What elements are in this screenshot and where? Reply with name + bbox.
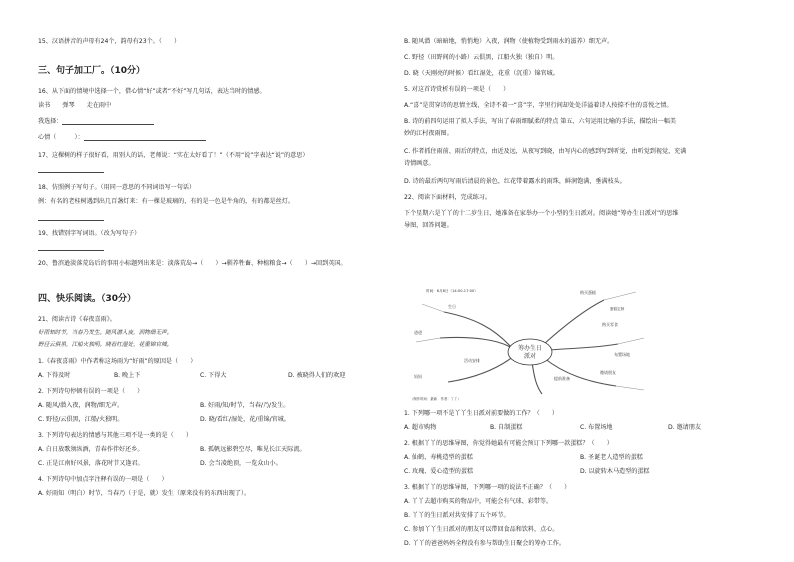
mind-map-leaf bbox=[618, 338, 644, 344]
question-19: 19、找错别字写词语。（改为写句子） bbox=[38, 230, 141, 237]
mind-map-branch bbox=[440, 337, 512, 348]
answer-line-19 bbox=[38, 244, 104, 251]
question-16-options: 读书 弹琴 走在雨中 bbox=[38, 102, 112, 109]
question-21-4-option-a[interactable]: A. 好雨知（明白）时节，当春乃（于是，就）发生（原来没有的东西出现了）。 bbox=[38, 490, 251, 497]
mind-map-plan: 活动安排 bbox=[464, 358, 480, 363]
option-b[interactable]: B. 晚上下 bbox=[114, 372, 141, 379]
mind-map-prep: 提前准备 bbox=[554, 376, 570, 381]
option-d[interactable]: D. 以旋转木马造型的蛋糕 bbox=[580, 468, 650, 475]
question-21-4: 4. 下列诗句中加点字注释有误的一项是（ ） bbox=[38, 476, 168, 483]
option-d[interactable]: D. 邀请朋友 bbox=[668, 424, 701, 431]
answer-line-17 bbox=[38, 166, 104, 173]
question-21: 21、阅读古诗《春夜喜雨》。 bbox=[38, 316, 116, 323]
question-15: 15、汉语拼音的声母有24个，韵母有23个。（ ） bbox=[38, 38, 181, 45]
mind-map bbox=[404, 278, 652, 403]
mind-map-dad: 爸爸 bbox=[414, 330, 422, 335]
mind-map-branch bbox=[544, 300, 604, 344]
mind-map-center-line1: 筹办生日 bbox=[517, 345, 543, 352]
question-22-3-option-b[interactable]: B. 丫丫的生日派对共安排了五个环节。 bbox=[404, 512, 510, 519]
option-d[interactable]: D. 被晓得人们的欢迎 bbox=[288, 372, 346, 379]
question-20: 20、鲁滨逊淡落荒岛后的事用小标题列出来是：淡落荒岛→（ ）→驯养牲畜、种植粮食→（ ）→回到英国。 bbox=[38, 260, 347, 267]
question-21-5-option-b[interactable]: B. 诗的前四句运用了拟人手法，写出了春雨细腻柔的特点 第五、六句运用比喻的手法，描绘出一幅美 bbox=[404, 118, 677, 125]
mind-map-birthday: 生日 bbox=[448, 304, 456, 309]
mind-map-leaf bbox=[604, 292, 636, 300]
mind-map-branch bbox=[532, 362, 542, 394]
answer-blank[interactable] bbox=[38, 244, 104, 251]
mind-map-footer: （制作时间：最新 作者：丫丫） bbox=[410, 397, 461, 401]
question-21-3: 3. 下列诗句表达的情感与其他三项不是一类的是（ ） bbox=[38, 432, 193, 439]
mind-map-cake: 购买蛋糕 bbox=[580, 290, 596, 295]
option-b[interactable]: B. 孤帆远影碧空尽，唯见长江天际流。 bbox=[200, 446, 306, 453]
option-c[interactable]: C. 正是江南好风景，落花时节又逢君。 bbox=[38, 460, 144, 467]
mind-map-branch bbox=[448, 356, 514, 382]
question-21-5-option-d[interactable]: D. 诗的最后两句写雨后清晨的景色，红花带着露水的雨珠，鲜润饱满，垂满枝头。 bbox=[404, 178, 626, 185]
question-21-5-option-c[interactable]: C. 作者抓住雨前、雨后的特点，由近及远，从夜写到晓，由写内心的感到写到听觉，由听觉到视觉，充满 bbox=[404, 148, 687, 155]
question-21-1: 1.《春夜喜雨》中作者称这场雨为“好雨”的原因是（ ） bbox=[38, 358, 197, 365]
mind-map-snacks: 购买零食 bbox=[602, 322, 618, 327]
question-21-4-option-b[interactable]: B. 随风潜（暗暗地，悄悄地）入夜，润物（使植物受到雨水的滋养）细无声。 bbox=[404, 38, 614, 45]
mind-map-mom: 妈妈 bbox=[414, 374, 422, 379]
answer-blank[interactable] bbox=[62, 118, 154, 125]
mind-map-leaf bbox=[616, 386, 644, 390]
option-a[interactable]: A. 超市购物 bbox=[404, 424, 437, 431]
mind-map-leaf bbox=[422, 304, 444, 312]
question-22-intro: 下个星期六是丫丫的十二岁生日，她准备在家举办一个小型的生日派对。阅读她“筹办生日派对”的思维 bbox=[404, 210, 679, 217]
option-d[interactable]: D. 会当凌绝顶，一览众山小。 bbox=[200, 460, 282, 467]
question-16-choice bbox=[38, 118, 154, 125]
question-22: 22、阅读下面材料，完成练习。 bbox=[404, 194, 491, 201]
answer-blank[interactable] bbox=[38, 166, 104, 173]
question-21-5-option-b-cont: 妙的江村夜雨图。 bbox=[404, 130, 453, 137]
option-b[interactable]: B. 圣诞老人造型的蛋糕 bbox=[580, 454, 643, 461]
question-17: 17、这棵树的样子很好看，用别人的话，老师说：“实在太好看了！”（不用“说”字表达“说”的意思） bbox=[38, 152, 309, 159]
mind-map-cake-detail: 蛋糕定制 bbox=[610, 307, 625, 311]
option-a[interactable]: A. 仙鹤、寿桃造型的蛋糕 bbox=[404, 454, 473, 461]
question-22-3-option-d[interactable]: D. 丫丫的爸爸妈妈全程没有参与帮助生日聚会的筹办工作。 bbox=[404, 540, 565, 547]
question-21-4-option-d[interactable]: D. 晓（天刚亮的时候）看红湿处，花重（沉重）锦官城。 bbox=[404, 70, 559, 77]
option-b[interactable]: B. 自制蛋糕 bbox=[490, 424, 523, 431]
mind-map-venue: 布置场地 bbox=[614, 352, 630, 357]
option-a[interactable]: A. 下得及时 bbox=[38, 372, 71, 379]
mind-map-center bbox=[508, 339, 552, 365]
question-22-2: 2. 根据丫丫的思维导图，你觉得她最有可能会预订下列哪一款蛋糕？（ ） bbox=[404, 440, 613, 447]
option-d[interactable]: D. 晓/看红/湿处，花/重锦/官城。 bbox=[200, 416, 290, 423]
question-22-3-option-a[interactable]: A. 丫丫去超市购买的物品中，可能会有气球、彩带等。 bbox=[404, 498, 553, 505]
option-c[interactable]: C. 玫瑰、爱心造型的蛋糕 bbox=[404, 468, 474, 475]
question-21-5: 5. 对这首诗赏析有误的一项是（ ） bbox=[404, 86, 510, 93]
question-21-4-option-c[interactable]: C. 野径（田野间的小路）云俱黑，江船火独（独自）明。 bbox=[404, 54, 559, 61]
option-a[interactable]: A. 白日放歌须纵酒，青春作伴好还乡。 bbox=[38, 446, 144, 453]
question-16: 16、从下面的情境中选择一个，借心情“好”或者“不好”写几句话，表达当时的情感。 bbox=[38, 88, 266, 95]
mood-label: 心情（ ）： bbox=[38, 134, 84, 141]
option-c[interactable]: C. 野径/云俱黑，江船/火独明。 bbox=[38, 416, 124, 423]
option-a[interactable]: A. 随风/潜入夜，润物/细无声。 bbox=[38, 402, 124, 409]
question-21-5-option-a[interactable]: A.“喜”是贯穿诗的思情主线，全诗不着一“喜”字，字里行间却处处洋溢着诗人按捺不住的喜悦之情。 bbox=[404, 102, 673, 109]
question-22-intro-cont: 导图，回答问题。 bbox=[404, 222, 453, 229]
poem-line-1: 好雨知时节，当春乃发生。随风潜入夜，润物细无声。 bbox=[38, 330, 173, 336]
section-3-heading: 三、句子加工厂。（10分） bbox=[38, 66, 146, 76]
mind-map-time-note: 时间：6月8日（14:00-17:00） bbox=[426, 289, 478, 293]
question-21-5-option-c-cont: 诗情画意。 bbox=[404, 160, 435, 167]
mind-map-invite: 邀请朋友 bbox=[600, 370, 616, 375]
choice-label: 我选择： bbox=[38, 118, 63, 125]
question-18-example: 例：有名的老桂树遇到出几百盏灯来：有一棵是玻璃的，有的是一色是牛角的，有的都是丝灯。 bbox=[38, 198, 294, 205]
question-21-2: 2. 下列诗句停顿有误的一项是（ ） bbox=[38, 388, 144, 395]
option-b[interactable]: B. 好雨/知/时节，当春/乃/发生。 bbox=[200, 402, 290, 409]
answer-blank[interactable] bbox=[38, 214, 104, 221]
mind-map-branch bbox=[444, 312, 512, 348]
question-22-3: 3. 根据丫丫的思维导图，下列哪一项的说法不正确？（ ） bbox=[404, 484, 571, 491]
question-16-mood bbox=[38, 134, 206, 141]
option-c[interactable]: C. 布置场地 bbox=[580, 424, 613, 431]
mind-map-branch bbox=[550, 344, 618, 350]
question-22-3-option-c[interactable]: C. 参加丫丫生日派对的朋友可以带回食品和饮料，点心。 bbox=[404, 526, 559, 533]
poem-line-2: 野径云俱黑，江船火独明。晓看红湿处，花重锦官城。 bbox=[38, 342, 173, 348]
answer-line-18 bbox=[38, 214, 104, 221]
mind-map-center-line2: 派对 bbox=[523, 353, 537, 360]
question-18: 18、仿照例子写句子。（用同一意思的不同词语写一句话） bbox=[38, 184, 196, 191]
mind-map-leaf bbox=[416, 338, 440, 342]
option-c[interactable]: C. 下得大 bbox=[200, 372, 227, 379]
answer-blank[interactable] bbox=[84, 134, 206, 141]
question-22-1: 1. 下列哪一项不是丫丫生日派对前要做的工作？（ ） bbox=[404, 410, 559, 417]
section-4-heading: 四、快乐阅读。（30分） bbox=[38, 294, 137, 304]
